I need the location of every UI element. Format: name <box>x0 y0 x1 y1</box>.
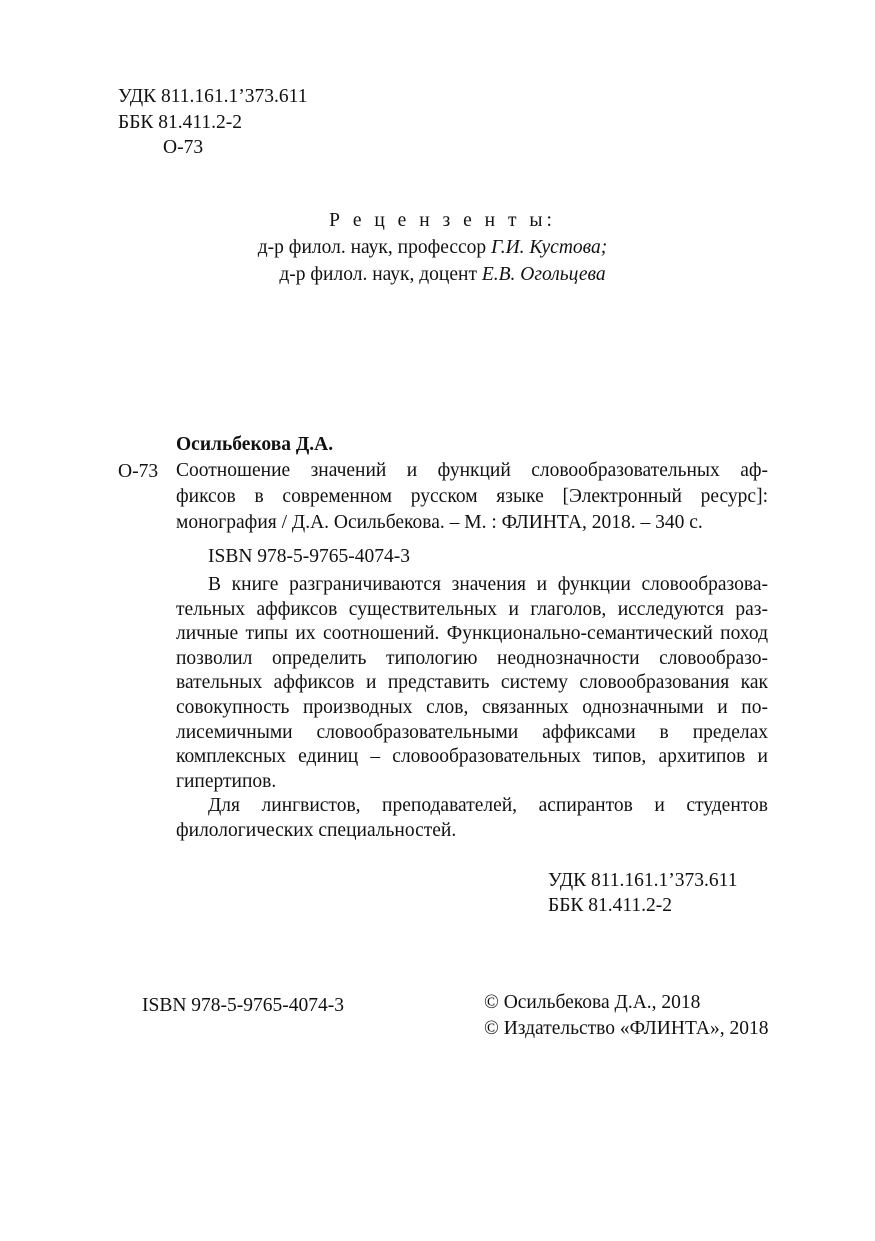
copyright-publisher: © Издательство «ФЛИНТА», 2018 <box>484 1018 769 1039</box>
reviewer-1-name: Г.И. Кустова; <box>491 237 608 258</box>
description-line: Соотношение значений и функций словообразовательных аф- <box>176 460 768 481</box>
isbn-footer: ISBN 978-5-9765-4074-3 <box>142 995 345 1016</box>
reviewer-2-name: Е.В. Огольцева <box>481 264 606 285</box>
abstract-line: гипертипов. <box>176 770 277 792</box>
abstract-line: вательных аффиксов и представить систему словообразования как <box>176 672 768 694</box>
reviewer-2 <box>10 262 875 289</box>
abstract-line: личные типы их соотношений. Функционально-семантический поход <box>176 623 768 645</box>
description-line: монография / Д.А. Осильбекова. – М. : ФЛИНТА, 2018. – 340 с. <box>176 512 703 533</box>
abstract-line: В книге разграничиваются значения и функции словообразова- <box>208 574 768 595</box>
description-line: фиксов в современном русском языке [Электронный ресурс]: <box>176 486 768 507</box>
abstract-line: лисемичными словообразовательными аффиксами в пределах <box>176 721 768 743</box>
udk-code-top: УДК 811.161.1’373.611 <box>118 86 308 107</box>
reviewer-2-position: д-р филол. наук, доцент <box>279 264 482 285</box>
copyright-author: © Осильбекова Д.А., 2018 <box>484 992 701 1013</box>
author-index-top: О-73 <box>163 137 204 158</box>
audience-line: Для лингвистов, преподавателей, аспирантов и студентов <box>208 795 768 817</box>
reviewer-1-position: д-р филол. наук, профессор <box>257 237 492 258</box>
abstract-line: комплексных единиц – словообразовательных типов, архитипов и <box>176 746 768 768</box>
reviewers-heading: Р е ц е н з е н т ы: <box>329 210 556 231</box>
reviewers-block <box>0 208 875 289</box>
abstract-line: совокупность производных слов, связанных однозначными и по- <box>176 696 768 718</box>
abstract <box>176 573 768 844</box>
bibliographic-description <box>176 458 768 536</box>
record-index: О-73 <box>118 461 159 482</box>
isbn-record: ISBN 978-5-9765-4074-3 <box>208 546 411 567</box>
abstract-line: тельных аффиксов существительных и глаголов, исследуются раз- <box>176 598 768 620</box>
audience-line: филологических специальностей. <box>176 819 457 841</box>
reviewer-1 <box>0 235 875 262</box>
author-heading: Осильбекова Д.А. <box>176 434 334 455</box>
bbk-code-top: ББК 81.411.2-2 <box>118 112 243 133</box>
udk-code-bottom: УДК 811.161.1’373.611 <box>548 870 738 891</box>
abstract-line: позволил определить типологию неоднозначности словообразо- <box>176 647 768 669</box>
bbk-code-bottom: ББК 81.411.2-2 <box>548 895 673 916</box>
